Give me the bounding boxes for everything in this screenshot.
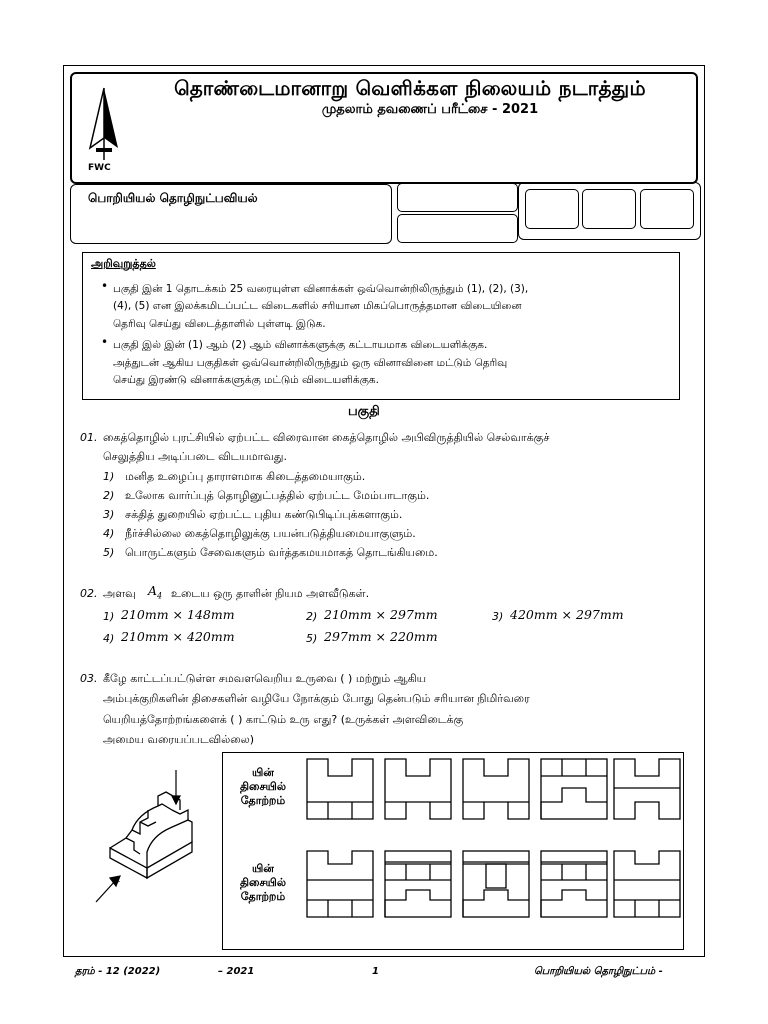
instruction-line: தெரிவு செய்து விடைத்தாளில் புள்ளடி இடுக. [113,318,326,330]
instruction-line: பகுதி இன் 1 தொடக்கம் 25 வரையுள்ள வினாக்கள் ஒவ்வொன்றிலிருந்தும் (1), (2), (3), [113,283,529,295]
option-text: மனித உழைப்பு தாராளமாக கிடைத்தமையாகும். [125,470,366,483]
footer-page-number: 1 [372,966,379,977]
question-text: அமைய வரையப்படவில்லை) [103,733,255,746]
option-text: 210mm × 297mm [324,607,438,622]
option-text: 297mm × 220mm [324,629,438,644]
question-text: கைத்தொழில் புரட்சியில் ஏற்பட்ட விரைவான கைத்தொழில் அபிவிருத்தியில் செல்வாக்குச் [103,431,550,444]
option-view-2a[interactable] [384,758,452,820]
option-view-3a[interactable] [462,758,530,820]
option-number: 4) [103,632,115,645]
question-text: உடைய ஒரு தாளின் நியம அளவீடுகள். [171,587,370,600]
option-view-4b[interactable] [540,850,608,918]
option-view-2b[interactable] [384,850,452,918]
question-text: கீழே காட்டப்பட்டுள்ள சமவளவெறிய உருவை ( ) மற்றும் ஆகிய [103,672,427,685]
question-number: 01. [80,431,98,444]
bullet-dot: • [101,335,109,349]
option-number: 3) [103,508,115,521]
view-label-top: யின் திசையில் தோற்றம் [240,766,286,807]
option-text: 210mm × 420mm [121,629,235,644]
isometric-figure [92,770,222,910]
index-number-box [525,189,579,229]
option-number: 5) [306,632,318,645]
option-view-5b[interactable] [613,850,681,918]
index-number-box [582,189,636,229]
option-number: 3) [492,610,504,623]
question-text: அளவு [103,587,136,600]
option-text: நீர்ச்சில்லை கைத்தொழிலுக்கு பயன்படுத்தியமையாகுளும். [125,527,416,540]
option-view-4a[interactable] [540,758,608,820]
exam-board-title: தொண்டைமானாறு வெளிக்கள நிலையம் நடாத்தும் [174,76,646,100]
question-text: செலுத்திய அடிப்படை விடயமாவது. [103,450,287,463]
option-text: 420mm × 297mm [510,607,624,622]
subject-label: பொறியியல் தொழிநுட்பவியல் [88,191,258,205]
svg-text:~: ~ [114,877,121,886]
exam-subtitle: முதலாம் தவணைப் பரீட்சை - 2021 [321,102,539,117]
question-number: 02. [80,587,98,600]
paper-code-box-top [397,183,518,212]
instructions-title: அறிவுறுத்தல் [91,257,156,270]
option-number: 1) [103,470,115,483]
option-number: 2) [306,610,318,623]
question-number: 03. [80,672,98,685]
view-label-bottom: யின் திசையில் தோற்றம் [240,862,286,903]
paper-code-box-bottom [397,214,518,243]
footer-year: – 2021 [218,966,255,977]
question-text: அம்புக்குறிகளின் திசைகளின் வழியே நோக்கும் போது தென்படும் சரியான நிமிர்வரை [103,692,530,705]
footer-grade: தரம் - 12 (2022) [75,966,161,977]
instruction-line: அத்துடன் ஆகிய பகுதிகள் ஒவ்வொன்றிலிருந்தும் ஒரு வினாவினை மட்டும் தெரிவு [113,357,508,369]
instruction-line: (4), (5) என இலக்கமிடப்பட்ட விடைகளில் சரியான மிகப்பொருத்தமான விடையினை [113,300,522,312]
option-view-3b[interactable] [462,850,530,918]
option-text: உலோக வார்ப்புத் தொழினுட்பத்தில் ஏற்பட்ட மேம்பாடாகும். [125,489,430,502]
option-number: 2) [103,489,115,502]
index-number-box [640,189,694,229]
paper-size-symbol: $A_4$ [148,583,163,601]
option-view-5a[interactable] [613,758,681,820]
option-view-1b[interactable] [306,850,374,918]
question-text: யெறியத்தோற்றங்களைக் ( ) காட்டும் உரு எது? (உருக்கள் அளவிடைக்கு [103,713,464,726]
instruction-line: பகுதி இல் இன் (1) ஆம் (2) ஆம் வினாக்களுக்கு கட்டாயமாக விடையளிக்குக. [113,339,488,351]
option-number: 1) [103,610,115,623]
option-number: 4) [103,527,115,540]
part-title: பகுதி [348,404,380,419]
bullet-dot: • [101,279,109,293]
option-text: பொருட்களும் சேவைகளும் வர்த்தகமயமாகத் தொடங்கியமை. [125,546,438,559]
option-view-1a[interactable] [306,758,374,820]
logo-text: FWC [88,163,111,173]
option-text: சக்தித் துறையில் ஏற்பட்ட புதிய கண்டுபிடிப்புக்களாகும். [125,508,403,521]
footer-subject: பொறியியல் தொழிநுட்பம் - [534,966,663,977]
option-text: 210mm × 148mm [121,607,235,622]
instruction-line: செய்து இரண்டு வினாக்களுக்கு மட்டும் விடையளிக்குக. [113,374,379,386]
option-number: 5) [103,546,115,559]
